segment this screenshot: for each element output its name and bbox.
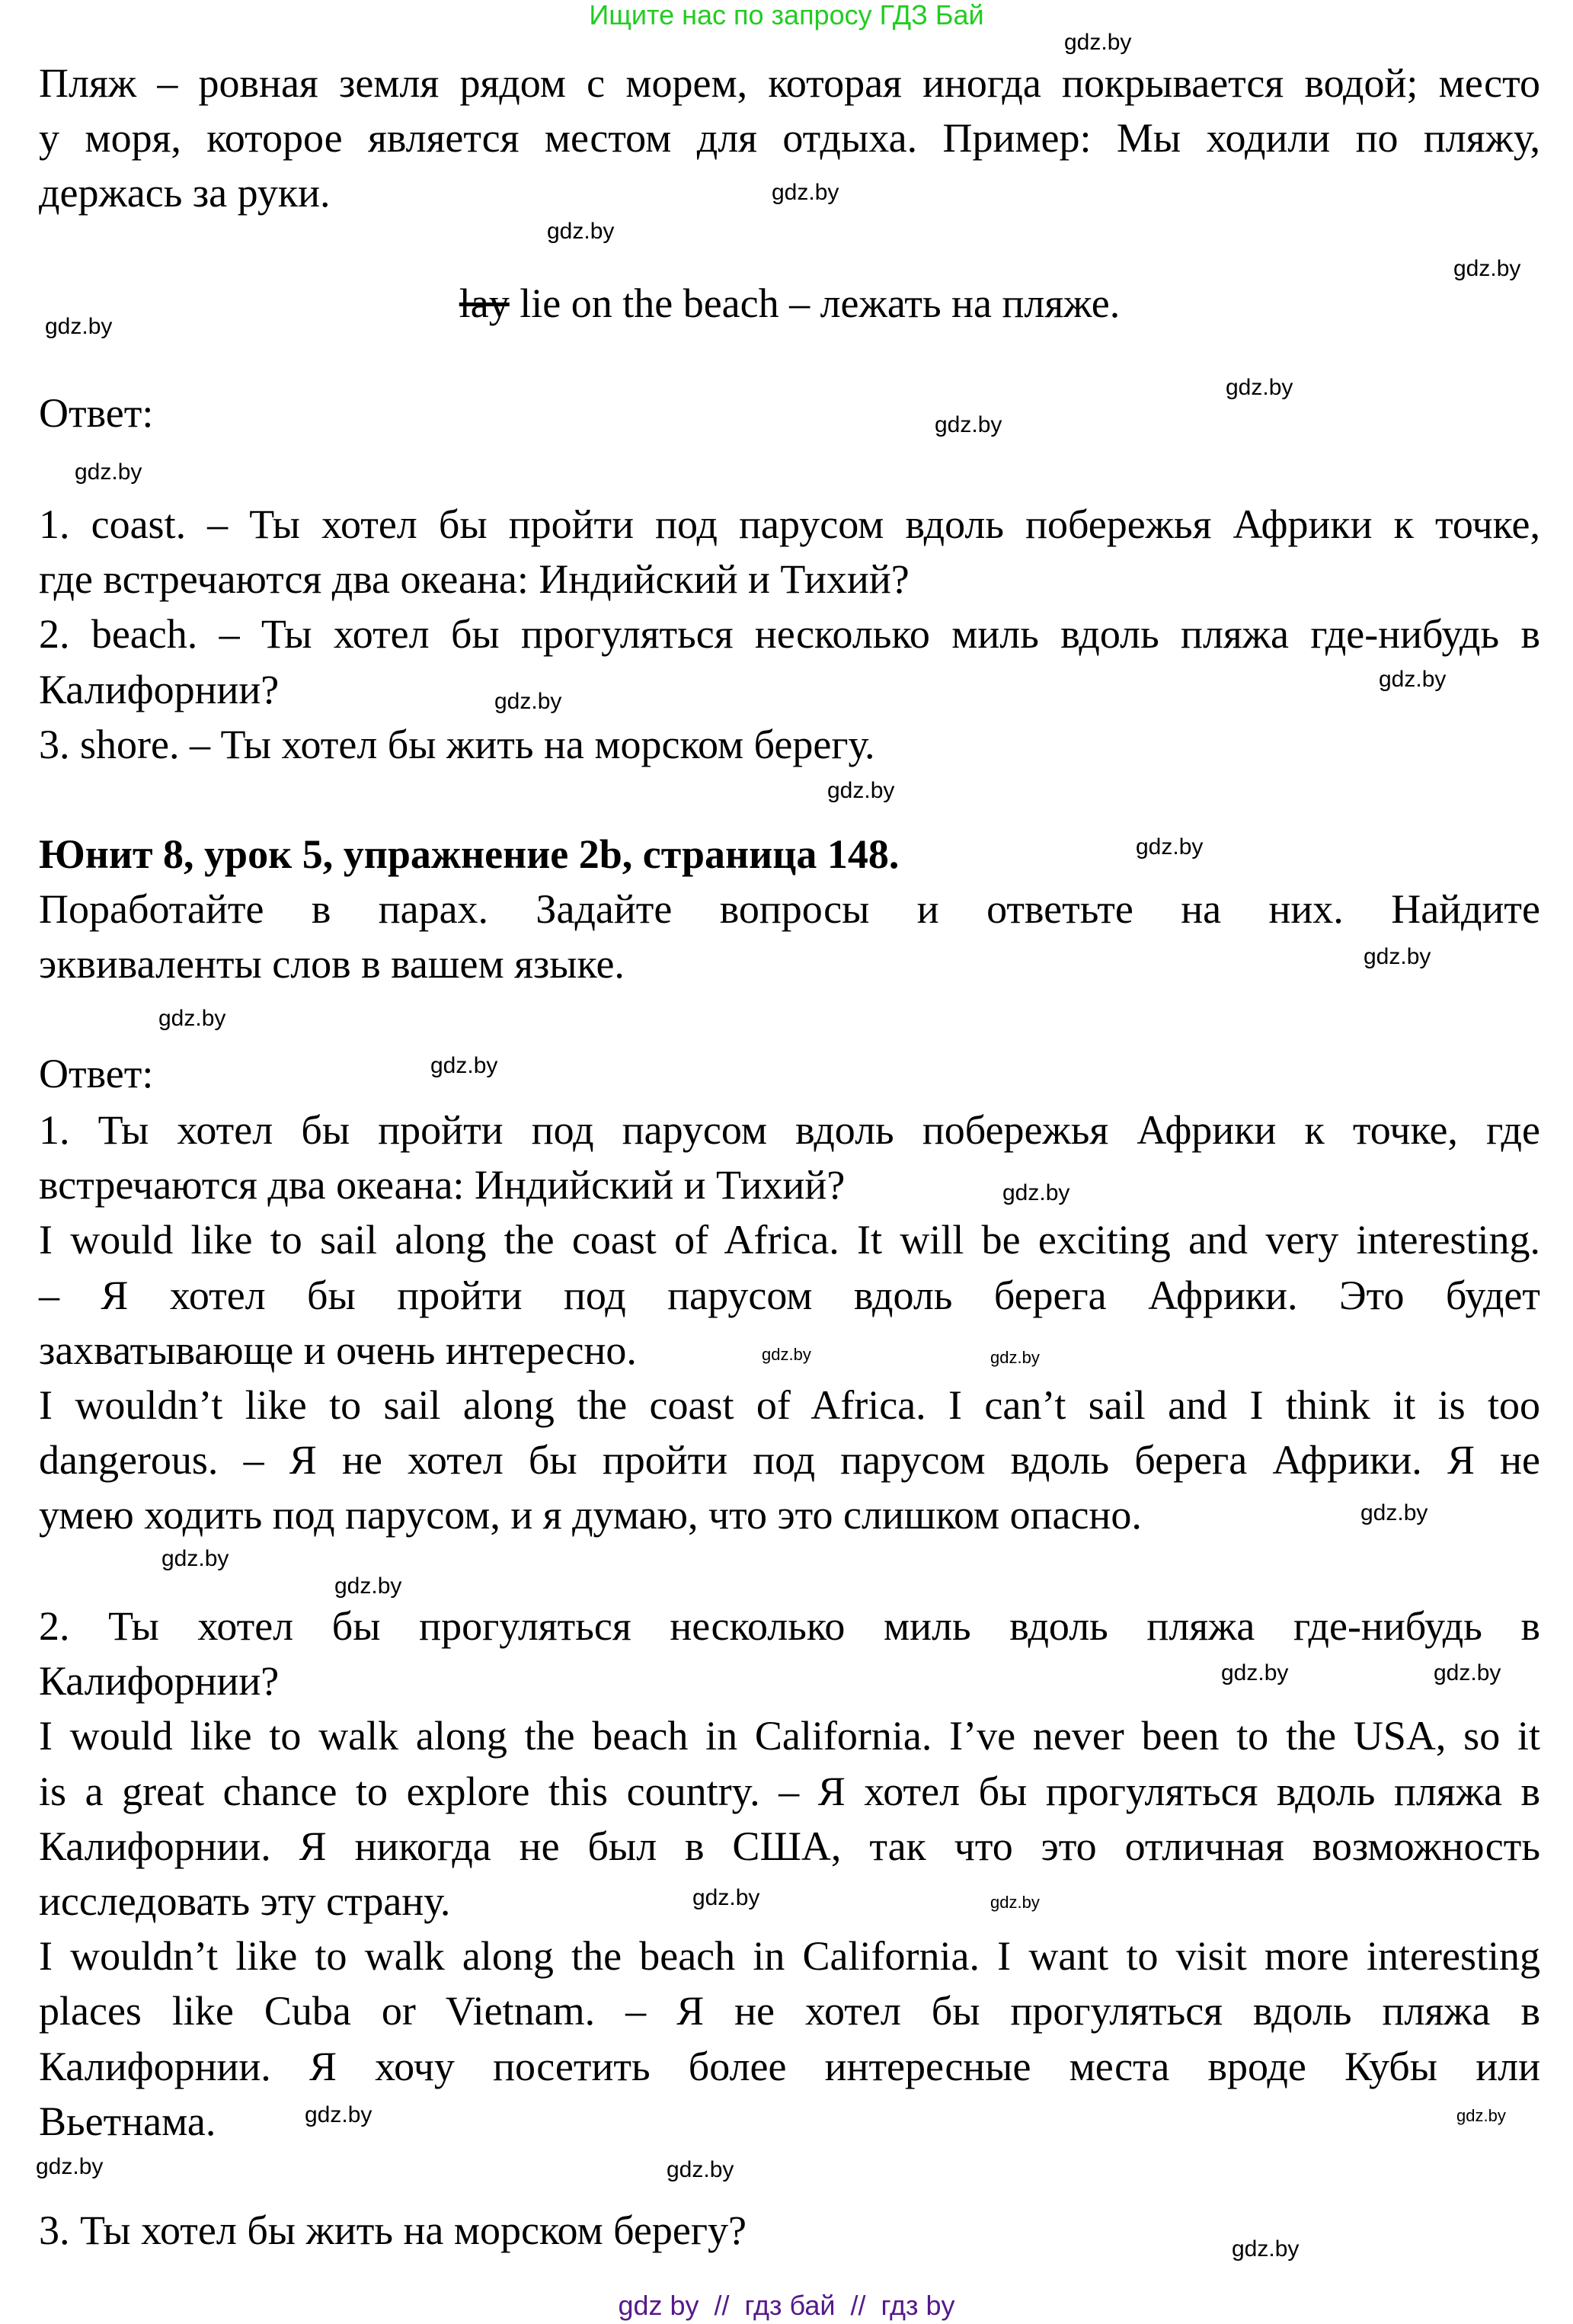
question-2-block [39, 1599, 1540, 2149]
answer-label [39, 1046, 1540, 1101]
watermark: gdz.by [305, 2102, 372, 2127]
text-line: исследовать эту страну. [39, 1877, 451, 1924]
watermark: gdz.by [75, 459, 142, 485]
answer-label-text: Ответ: [39, 390, 154, 436]
watermark: gdz.by [161, 1546, 229, 1571]
watermark: gdz.by [494, 689, 562, 714]
watermark: gdz.by [158, 1006, 226, 1031]
text-line: Калифорнии? [39, 666, 280, 712]
watermark: gdz.by [1360, 1500, 1428, 1525]
struck-word: lay [459, 280, 510, 326]
watermark: gdz.by [1136, 834, 1204, 859]
text-line: I wouldn’t like to walk along the beach in California. I want to visit more interesting [39, 1933, 1540, 1980]
watermark: gdz.by [990, 1348, 1040, 1367]
section-heading [39, 827, 1540, 882]
watermark: gdz.by [990, 1893, 1040, 1912]
search-banner-link[interactable]: Ищите нас по запросу ГДЗ Бай [589, 0, 984, 30]
text-line: Калифорнии. Я никогда не был в США, так что это отличная возможность [39, 1823, 1540, 1869]
watermark: gdz.by [1221, 1660, 1289, 1685]
text-line: – Я хотел бы пройти под парусом вдоль берега Африки. Это будет [39, 1272, 1540, 1318]
phrase-text: lie on the beach – лежать на пляже. [509, 280, 1121, 326]
watermark: gdz.by [1226, 375, 1293, 400]
text-line: где встречаются два океана: Индийский и Тихий? [39, 556, 910, 603]
footer-links[interactable]: gdz by // гдз бай // гдз by [618, 2290, 955, 2321]
watermark: gdz.by [547, 219, 615, 244]
text-line: Поработайте в парах. Задайте вопросы и ответьте на них. Найдите [39, 886, 1540, 932]
text-line: Пляж – ровная земля рядом с морем, которая иногда покрывается водой; место [39, 60, 1540, 106]
watermark: gdz.by [1434, 1660, 1501, 1685]
watermark: gdz.by [430, 1053, 498, 1078]
text-line: is a great chance to explore this country. – Я хотел бы прогуляться вдоль пляжа в [39, 1768, 1540, 1814]
text-line: 1. Ты хотел бы пройти под парусом вдоль побережья Африки к точке, где [39, 1107, 1540, 1153]
watermark: gdz.by [1002, 1180, 1070, 1205]
watermark: gdz.by [1456, 2106, 1506, 2125]
question-1-block [39, 1103, 1540, 1543]
text-line: 3. shore. – Ты хотел бы жить на морском берегу. [39, 721, 875, 767]
text-line: I wouldn’t like to sail along the coast of Africa. I can’t sail and I think it is too [39, 1381, 1540, 1428]
text-line: эквиваленты слов в вашем языке. [39, 941, 625, 988]
watermark: gdz.by [334, 1573, 402, 1599]
text-line: Вьетнама. [39, 2098, 216, 2144]
text-line: Калифорнии. Я хочу посетить более интересные места вроде Кубы или [39, 2043, 1540, 2089]
text-line: умею ходить под парусом, и я думаю, что это слишком опасно. [39, 1492, 1142, 1538]
text-line: places like Cuba or Vietnam. – Я не хотел бы прогуляться вдоль пляжа в [39, 1988, 1540, 2034]
text-line: у моря, которое является местом для отдыха. Пример: Мы ходили по пляжу, [39, 115, 1540, 162]
answer-label [39, 386, 1540, 440]
heading-text: Юнит 8, урок 5, упражнение 2b, страница 148. [39, 831, 900, 877]
answer-label-text: Ответ: [39, 1051, 154, 1096]
text-line: Калифорнии? [39, 1658, 280, 1705]
text-line: I would like to walk along the beach in California. I’ve never been to the USA, so it [39, 1713, 1540, 1759]
watermark: gdz.by [1379, 667, 1447, 692]
instructions-paragraph [39, 882, 1540, 991]
watermark: gdz.by [45, 314, 113, 339]
watermark: gdz.by [935, 412, 1002, 437]
answers-list [39, 497, 1540, 772]
watermark: gdz.by [1453, 256, 1521, 281]
text-line: захватывающе и очень интересно. [39, 1327, 637, 1373]
watermark: gdz.by [1232, 2236, 1300, 2262]
phrase-line [39, 276, 1540, 331]
text-line: dangerous. – Я не хотел бы пройти под парусом вдоль берега Африки. Я не [39, 1437, 1540, 1484]
text-line: 3. Ты хотел бы жить на морском берегу? [39, 2207, 747, 2253]
text-line: 2. Ты хотел бы прогуляться несколько миль вдоль пляжа где-нибудь в [39, 1603, 1540, 1649]
text-line: 1. coast. – Ты хотел бы пройти под парусом вдоль побережья Африки к точке, [39, 501, 1540, 547]
watermark: gdz.by [692, 1885, 760, 1910]
watermark: gdz.by [667, 2157, 734, 2182]
text-line: 2. beach. – Ты хотел бы прогуляться несколько миль вдоль пляжа где-нибудь в [39, 611, 1540, 658]
text-line: встречаются два океана: Индийский и Тихий? [39, 1162, 846, 1208]
question-3-block [39, 2203, 1540, 2258]
watermark: gdz.by [1064, 30, 1132, 55]
watermark: gdz.by [762, 1345, 811, 1364]
watermark: gdz.by [772, 180, 839, 205]
watermark: gdz.by [1364, 944, 1431, 969]
text-line: держась за руки. [39, 170, 331, 216]
watermark: gdz.by [827, 778, 895, 803]
text-line: I would like to sail along the coast of Africa. It will be exciting and very interesting. [39, 1217, 1540, 1263]
watermark: gdz.by [36, 2154, 104, 2179]
